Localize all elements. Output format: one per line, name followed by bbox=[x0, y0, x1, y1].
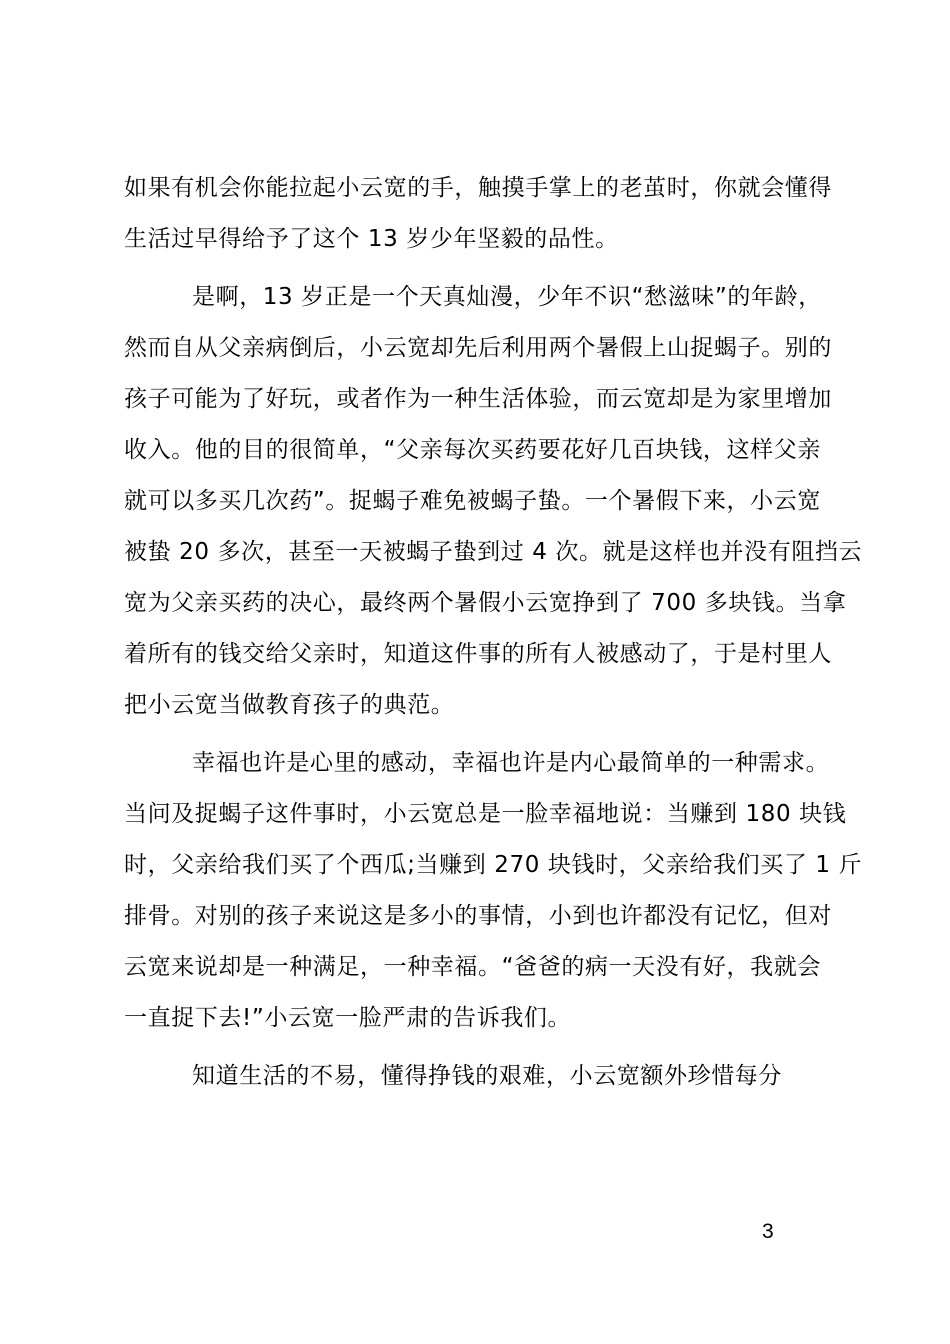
text-line: 云宽来说却是一种满足，一种幸福。“爸爸的病一天没有好，我就会 bbox=[124, 954, 821, 980]
text-line: 是啊，13 岁正是一个天真灿漫，少年不识“愁滋味”的年龄， bbox=[192, 284, 822, 310]
text-line: 把小云宽当做教育孩子的典范。 bbox=[124, 692, 455, 718]
text-line: 如果有机会你能拉起小云宽的手，触摸手掌上的老茧时，你就会懂得 bbox=[124, 175, 832, 201]
text-line: 收入。他的目的很简单，“父亲每次买药要花好几百块钱，这样父亲 bbox=[124, 437, 821, 463]
page-number: 3 bbox=[762, 1220, 774, 1243]
text-line: 被蛰 20 多次，甚至一天被蝎子蛰到过 4 次。就是这样也并没有阻挡云 bbox=[124, 539, 863, 565]
text-line: 生活过早得给予了这个 13 岁少年坚毅的品性。 bbox=[124, 226, 619, 252]
text-line: 然而自从父亲病倒后，小云宽却先后利用两个暑假上山捉蝎子。别的 bbox=[124, 335, 832, 361]
text-line: 时，父亲给我们买了个西瓜;当赚到 270 块钱时，父亲给我们买了 1 斤 bbox=[124, 852, 863, 878]
text-line: 宽为父亲买药的决心，最终两个暑假小云宽挣到了 700 多块钱。当拿 bbox=[124, 590, 847, 616]
paragraph bbox=[124, 1051, 844, 1102]
paragraph bbox=[124, 163, 844, 265]
text-line: 当问及捉蝎子这件事时，小云宽总是一脸幸福地说：当赚到 180 块钱 bbox=[124, 801, 847, 827]
text-line: 幸福也许是心里的感动，幸福也许是内心最简单的一种需求。 bbox=[192, 750, 830, 776]
text-line: 着所有的钱交给父亲时，知道这件事的所有人被感动了，于是村里人 bbox=[124, 641, 832, 667]
text-line: 排骨。对别的孩子来说这是多小的事情，小到也许都没有记忆，但对 bbox=[124, 903, 832, 929]
text-line: 就可以多买几次药”。捉蝎子难免被蝎子蛰。一个暑假下来，小云宽 bbox=[124, 488, 821, 514]
paragraph bbox=[124, 738, 863, 1044]
text-line: 一直捉下去!”小云宽一脸严肃的告诉我们。 bbox=[124, 1005, 572, 1031]
paragraph bbox=[124, 272, 863, 731]
body-text bbox=[124, 163, 863, 1102]
text-line: 知道生活的不易，懂得挣钱的艰难，小云宽额外珍惜每分 bbox=[192, 1063, 782, 1089]
text-line: 孩子可能为了好玩，或者作为一种生活体验，而云宽却是为家里增加 bbox=[124, 386, 832, 412]
